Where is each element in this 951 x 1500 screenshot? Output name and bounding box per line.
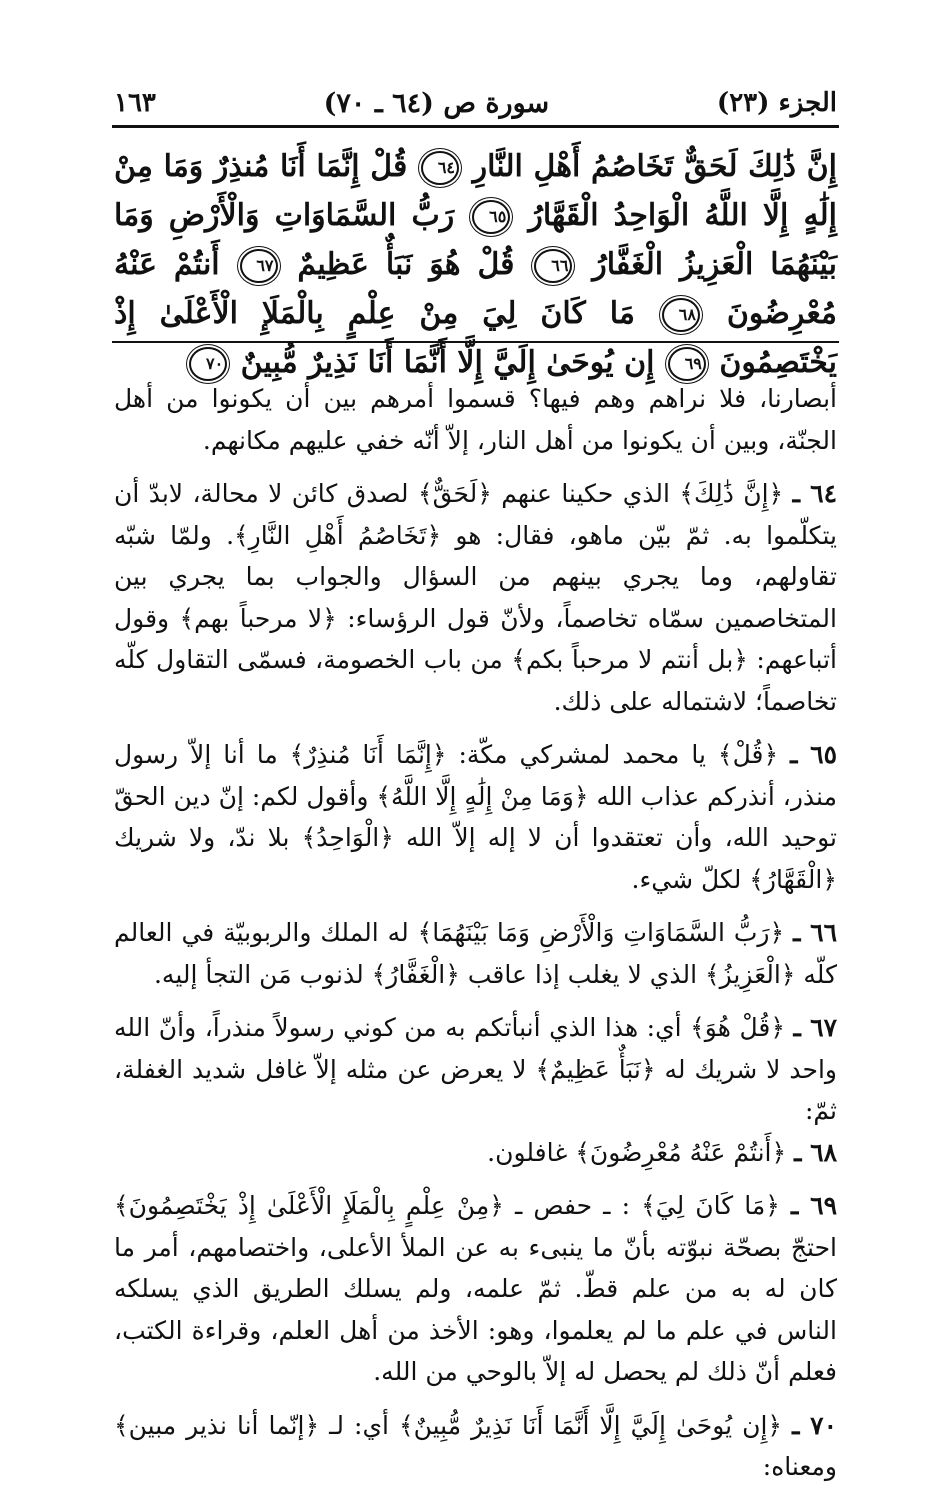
verse-number-marker: ٦٩ xyxy=(668,347,706,381)
verse-text: إِنَّ ذَٰلِكَ لَحَقٌّ تَخَاصُمُ أَهْلِ النَّارِ xyxy=(472,149,837,184)
verse-ref-number: ٦٩ ـ xyxy=(790,1191,838,1220)
paragraph-text: ﴿إِنَّ ذَٰلِكَ﴾ الذي حكينا عنهم ﴿لَحَقٌّ﴾ لصدق كائن لا محالة، لابدّ أن يتكلّموا به. ثمّ بيّن ماهو، فقال: هو ﴿تَخَاصُمُ أَهْلِ النَّارِ﴾. ولمّا شبّه تقاولهم، وما يجري بينهم من السؤال والجواب بما يجري بين المتخاصمين سمّاه تخاصماً، ولأنّ قول الرؤساء: ﴿لا مرحباً بهم﴾ وقول أتباعهم: ﴿بل أنتم لا مرحباً بكم﴾ من باب الخصومة، فسمّى التقاول كلّه تخاصماً؛ لاشتماله على ذلك. xyxy=(114,479,837,716)
commentary-paragraph xyxy=(114,1405,837,1488)
commentary-block xyxy=(114,378,837,1500)
paragraph-text: ﴿أَنتُمْ عَنْهُ مُعْرِضُونَ﴾ غافلون. xyxy=(487,1137,787,1167)
page-header xyxy=(114,86,837,120)
verse-ref-number: ٧٠ ـ xyxy=(792,1410,838,1440)
quran-rule xyxy=(112,341,839,343)
page-number: ١٦٣ xyxy=(114,88,156,118)
paragraph-text: ﴿رَبُّ السَّمَاوَاتِ وَالْأَرْضِ وَمَا بَيْنَهُمَا﴾ له الملك والربوبيّة في العالم كلّه ﴿الْعَزِيزُ﴾ الذي لا يغلب إذا عاقب ﴿الْغَفَّارُ﴾ لذنوب مَن التجأ إليه. xyxy=(114,918,837,989)
verse-ref-number: ٦٥ ـ xyxy=(790,740,837,769)
commentary-paragraph xyxy=(114,1185,837,1393)
verse-number-marker: ٧٠ xyxy=(189,347,227,381)
verse-number-marker: ٦٧ xyxy=(240,249,278,283)
verse-ref-number: ٦٦ ـ xyxy=(793,918,837,947)
verse-text: قُلْ هُوَ نَبَأٌ عَظِيمٌ xyxy=(297,247,515,282)
surah-title: سورة ص (٦٤ ـ ٧٠) xyxy=(323,87,550,119)
verse-text: إِن يُوحَىٰ إِلَيَّ إِلَّا أَنَّمَا أَنَا نَذِيرٌ مُّبِينٌ xyxy=(240,345,655,380)
quran-text-block xyxy=(114,142,837,387)
verse-number-marker: ٦٨ xyxy=(662,298,700,332)
paragraph-text: ﴿إِن يُوحَىٰ إِلَيَّ إِلَّا أَنَّمَا أَنَا نَذِيرٌ مُّبِينٌ﴾ أي: لـ ﴿إنّما أنا نذير مبين﴾ ومعناه: xyxy=(114,1410,837,1481)
verse-ref-number: ٦٤ ـ xyxy=(792,479,837,508)
commentary-paragraph xyxy=(114,473,837,722)
juz-label: الجزء (٢٣) xyxy=(716,88,837,118)
verse-text: قُلْ إِنَّمَا أَنَا مُنذِرٌ وَمَا مِنْ إِلَٰهٍ إِلَّا اللَّهُ الْوَاحِدُ الْقَهَّارُ xyxy=(114,149,838,233)
verse-text: رَبُّ السَّمَاوَاتِ وَالْأَرْضِ وَمَا بَيْنَهُمَا الْعَزِيزُ الْغَفَّارُ xyxy=(114,198,837,282)
verse-text: مَا كَانَ لِيَ مِنْ عِلْمٍ بِالْمَلَإِ الْأَعْلَىٰ إِذْ يَخْتَصِمُونَ xyxy=(114,296,837,380)
paragraph-text: ﴿مَا كَانَ لِيَ﴾ : ـ حفص ـ ﴿مِنْ عِلْمٍ بِالْمَلَإِ الْأَعْلَىٰ إِذْ يَخْتَصِمُونَ﴾ احتجّ بصحّة نبوّته بأنّ ما ينبىء به عن الملأ الأعلى، واختصامهم، أمر ما كان له به من علم قطّ. ثمّ علمه، ولم يسلك الطريق الذي يسلكه الناس في علم ما لم يعلموا، وهو: الأخذ من أهل العلم، وقراءة الكتب، فعلم أنّ ذلك لم يحصل له إلاّ بالوحي من الله. xyxy=(114,1191,837,1386)
commentary-paragraph xyxy=(114,912,837,995)
verse-number-marker: ٦٦ xyxy=(534,249,572,283)
paragraph-text: ﴿قُلْ هُوَ﴾ أي: هذا الذي أنبأتكم به من كوني رسولاً منذراً، وأنّ الله واحد لا شريك له ﴿نَبَأٌ عَظِيمٌ﴾ لا يعرض عن مثله إلاّ غافل شديد الغفلة، ثمّ: xyxy=(114,1013,837,1125)
verse-number-marker: ٦٥ xyxy=(472,200,510,234)
verse-ref-number: ٦٨ ـ xyxy=(794,1137,837,1167)
verse-ref-number: ٦٧ ـ xyxy=(793,1013,838,1042)
commentary-paragraph xyxy=(114,1132,837,1174)
header-rule xyxy=(112,125,839,128)
paragraph-text: ﴿قُلْ﴾ يا محمد لمشركي مكّة: ﴿إِنَّمَا أَنَا مُنذِرٌ﴾ ما أنا إلاّ رسول منذر، أنذركم عذاب الله ﴿وَمَا مِنْ إِلَٰهٍ إِلَّا اللَّهُ﴾ وأقول لكم: إنّ دين الحقّ توحيد الله، وأن تعتقدوا أن لا إله إلاّ الله ﴿الْوَاحِدُ﴾ بلا ندّ، ولا شريك ﴿الْقَهَّارُ﴾ لكلّ شيء. xyxy=(114,740,837,894)
commentary-paragraph xyxy=(114,734,837,900)
verse-text: أَنتُمْ عَنْهُ مُعْرِضُونَ xyxy=(114,247,837,331)
commentary-paragraph xyxy=(114,1007,837,1132)
verse-number-marker: ٦٤ xyxy=(421,151,459,185)
intro-paragraph: أبصارنا، فلا نراهم وهم فيها؟ قسموا أمرهم بين أن يكونوا من أهل الجنّة، وبين أن يكونوا من أهل النار، إلاّ أنّه خفي عليهم مكانهم. xyxy=(114,384,837,455)
